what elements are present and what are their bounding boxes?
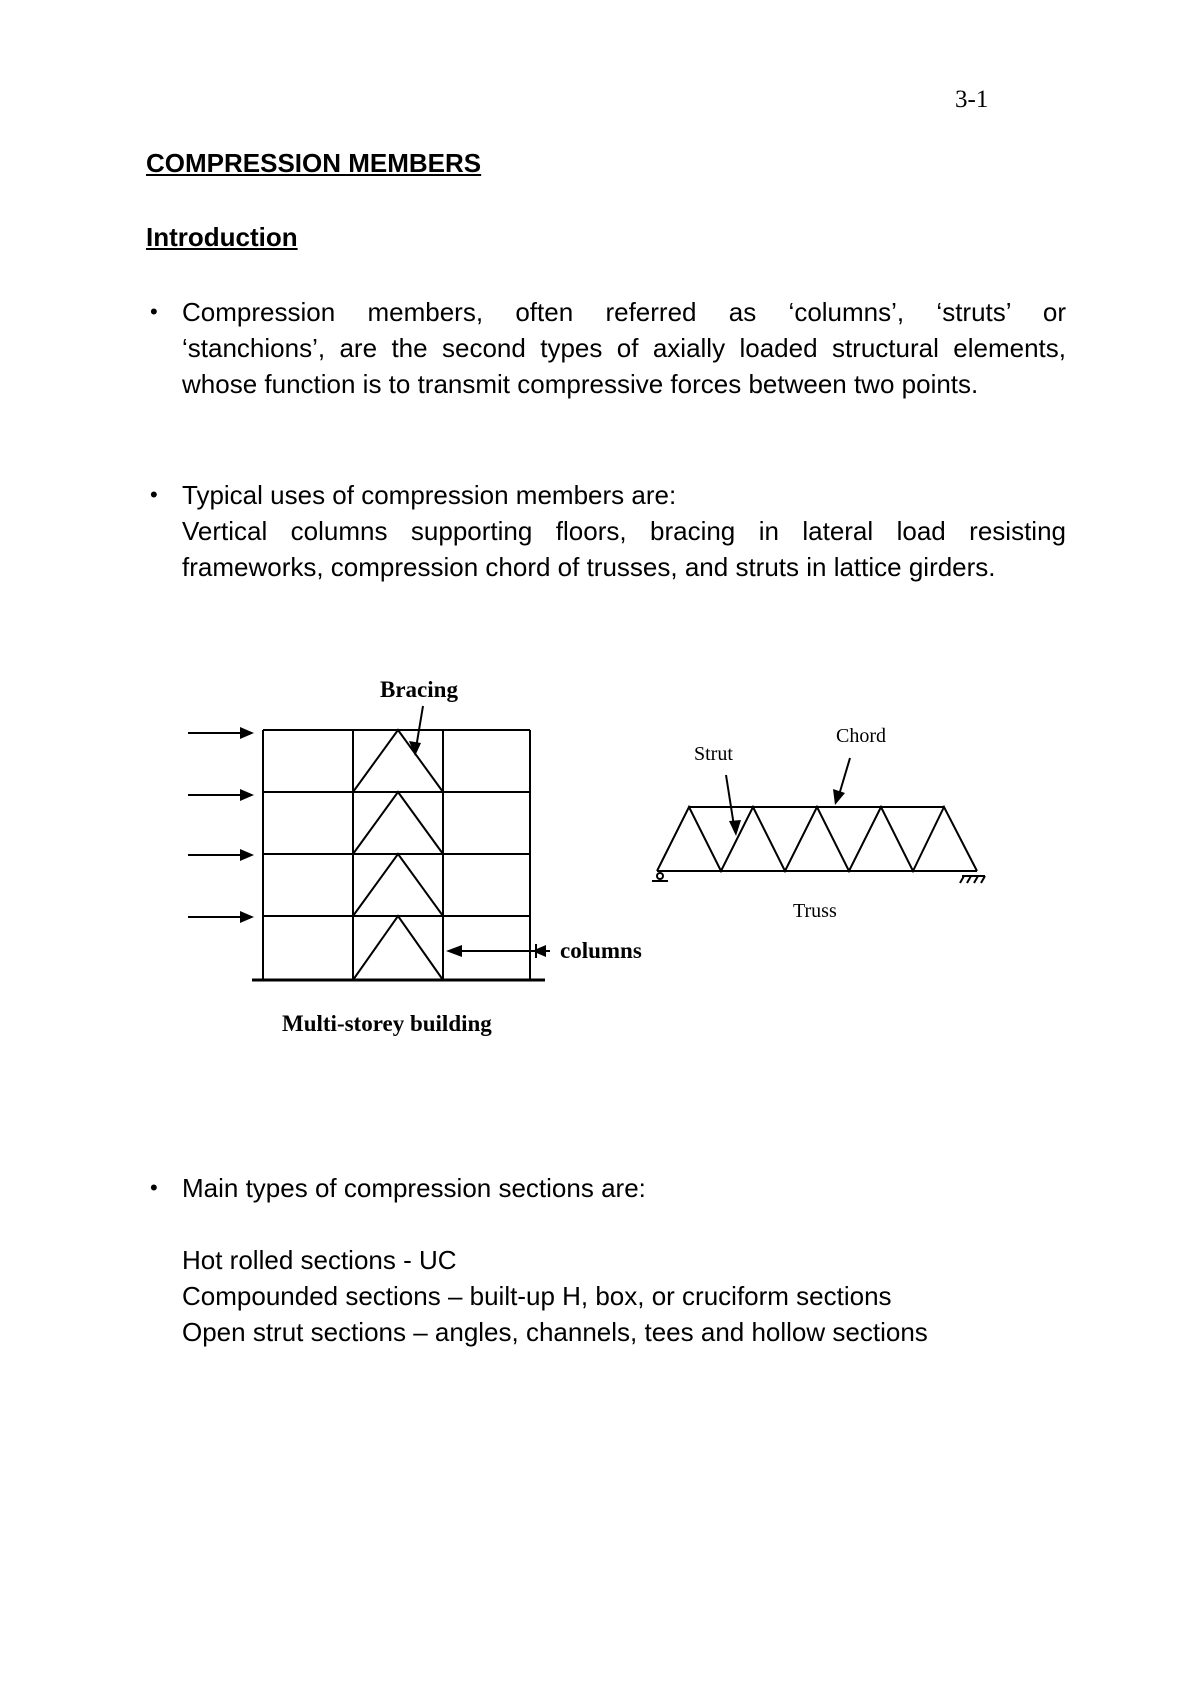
section-heading: Introduction [146, 222, 298, 252]
arrowhead [833, 789, 845, 805]
arrowhead [240, 911, 254, 923]
bullet-glyph: • [150, 1175, 158, 1200]
page-title: COMPRESSION MEMBERS [146, 148, 482, 178]
spacer [182, 1206, 1066, 1242]
chord-pointer [839, 758, 850, 795]
page-number: 3-1 [955, 86, 989, 113]
truss-web [657, 807, 977, 871]
bracing-pointer [416, 706, 423, 748]
section-type-item: Open strut sections – angles, channels, tees and hollow sections [182, 1317, 928, 1347]
bullet-line: Main types of compression sections are: [182, 1173, 646, 1203]
support-hatch [967, 876, 971, 883]
bracing-chevron [353, 730, 443, 792]
strut-label: Strut [694, 743, 733, 765]
bullet-line: ‘stanchions’, are the second types of axially loaded structural elements, [182, 333, 1066, 363]
bullet-line: Typical uses of compression members are: [182, 480, 677, 510]
arrowhead [446, 945, 462, 957]
support-hatch [960, 876, 964, 883]
section-type-item: Compounded sections – built-up H, box, or cruciform sections [182, 1281, 892, 1311]
bracing-chevron [353, 854, 443, 916]
bullet-line: Compression members, often referred as ‘columns’, ‘struts’ or [182, 297, 1066, 327]
strut-pointer [726, 775, 734, 826]
support-hatch [981, 876, 985, 883]
truss-diagram [652, 758, 985, 883]
arrowhead [532, 945, 546, 957]
bracing-label: Bracing [380, 677, 458, 702]
bullet-line: whose function is to transmit compressive forces between two points. [182, 369, 979, 399]
bullet-glyph: • [150, 482, 158, 507]
bracing-chevron [353, 792, 443, 854]
bullet-glyph: • [150, 299, 158, 324]
chord-label: Chord [836, 725, 886, 747]
columns-label: columns [560, 938, 642, 963]
arrowhead [240, 849, 254, 861]
support-hatch [974, 876, 978, 883]
bullet-line: Vertical columns supporting floors, bracing in lateral load resisting [182, 516, 1066, 546]
arrowhead [240, 727, 254, 739]
bracing-chevron [353, 916, 443, 980]
building-caption: Multi-storey building [282, 1011, 492, 1036]
bullet-section-types [146, 1170, 1066, 1350]
truss-caption: Truss [793, 900, 837, 922]
multi-storey-building-diagram [188, 706, 550, 980]
pin-support [657, 873, 663, 879]
bullet-line: frameworks, compression chord of trusses, and struts in lattice girders. [182, 552, 996, 582]
section-type-item: Hot rolled sections - UC [182, 1245, 457, 1275]
arrowhead [240, 789, 254, 801]
